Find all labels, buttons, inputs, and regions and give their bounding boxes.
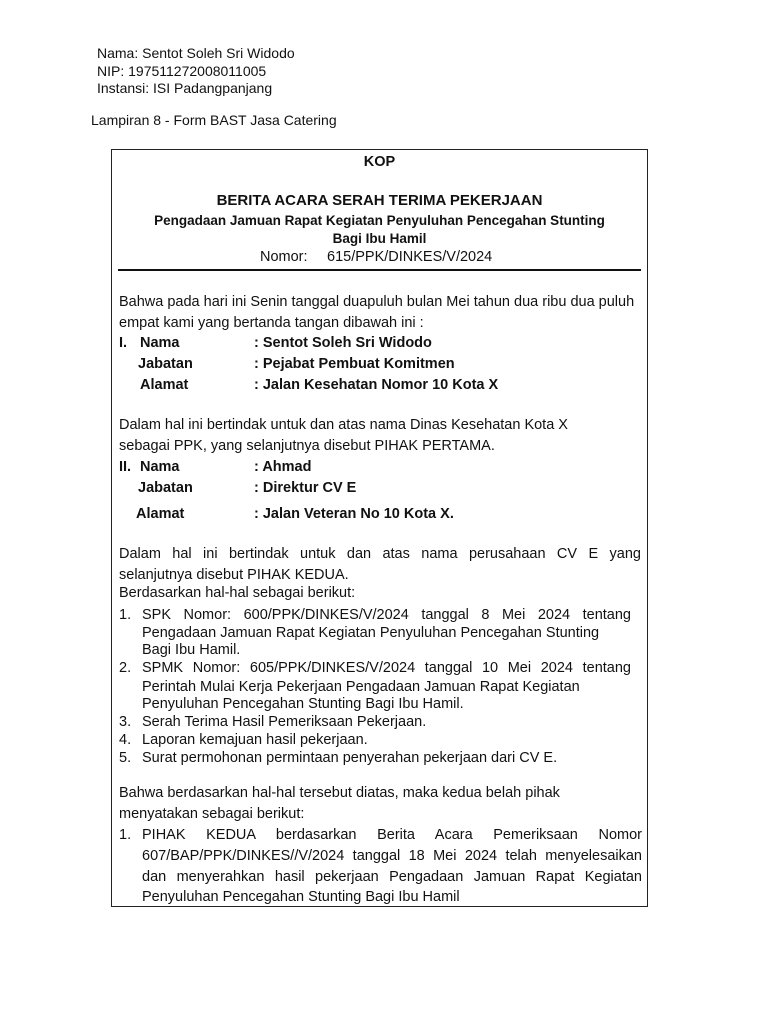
- party2-jabatan-value: : Direktur CV E: [254, 480, 357, 496]
- basis-intro: Berdasarkan hal-hal sebagai berikut:: [119, 585, 356, 601]
- closing-line2: menyatakan sebagai berikut:: [119, 806, 305, 822]
- basis-item-number: 4.: [119, 732, 132, 748]
- basis-item-line: Bagi Ibu Hamil.: [142, 642, 241, 658]
- party2-nama-label: Nama: [140, 459, 180, 475]
- basis-item-line: SPMK Nomor: 605/PPK/DINKES/V/2024 tanggal 10 Mei 2024 tentang: [142, 660, 631, 676]
- basis-item-line: Perintah Mulai Kerja Pekerjaan Pengadaan Jamuan Rapat Kegiatan: [142, 679, 580, 695]
- party1-desc-line2: sebagai PPK, yang selanjutnya disebut PIHAK PERTAMA.: [119, 438, 495, 454]
- party1-jabatan-label: Jabatan: [138, 356, 193, 372]
- basis-item-line: Serah Terima Hasil Pemeriksaan Pekerjaan.: [142, 714, 427, 730]
- statement-line: PIHAK KEDUA berdasarkan Berita Acara Pemeriksaan Nomor: [142, 827, 642, 843]
- author-institution: Instansi: ISI Padangpanjang: [97, 80, 273, 96]
- party1-nama-value: : Sentot Soleh Sri Widodo: [254, 335, 432, 351]
- basis-item-line: Pengadaan Jamuan Rapat Kegiatan Penyuluhan Pencegahan Stunting: [142, 625, 600, 641]
- statement-number: 1.: [119, 827, 132, 843]
- intro-line1: Bahwa pada hari ini Senin tanggal duapuluh bulan Mei tahun dua ribu dua puluh: [119, 294, 635, 310]
- party2-alamat-label: Alamat: [136, 506, 185, 522]
- basis-item-line: Laporan kemajuan hasil pekerjaan.: [142, 732, 368, 748]
- document-title: BERITA ACARA SERAH TERIMA PEKERJAAN: [216, 192, 543, 209]
- basis-item-line: Surat permohonan permintaan penyerahan pekerjaan dari CV E.: [142, 750, 558, 766]
- author-name: Nama: Sentot Soleh Sri Widodo: [97, 45, 295, 61]
- basis-item-number: 5.: [119, 750, 132, 766]
- party2-desc-line2: selanjutnya disebut PIHAK KEDUA.: [119, 567, 349, 583]
- basis-item-number: 3.: [119, 714, 132, 730]
- nomor-label: Nomor:: [260, 249, 308, 265]
- party1-desc-line1: Dalam hal ini bertindak untuk dan atas nama Dinas Kesehatan Kota X: [119, 417, 568, 433]
- basis-item-line: SPK Nomor: 600/PPK/DINKES/V/2024 tanggal 8 Mei 2024 tentang: [142, 607, 631, 623]
- basis-item-number: 1.: [119, 607, 132, 623]
- intro-line2: empat kami yang bertanda tangan dibawah ini :: [119, 315, 424, 331]
- basis-item-number: 2.: [119, 660, 132, 676]
- document-box: [111, 149, 648, 907]
- author-nip: NIP: 197511272008011005: [97, 63, 267, 79]
- party2-jabatan-label: Jabatan: [138, 480, 193, 496]
- nomor-value: 615/PPK/DINKES/V/2024: [327, 249, 493, 265]
- closing-line1: Bahwa berdasarkan hal-hal tersebut diatas, maka kedua belah pihak: [119, 785, 560, 801]
- statement-line: 607/BAP/PPK/DINKES//V/2024 tanggal 18 Mei 2024 telah menyelesaikan: [142, 848, 642, 864]
- document-subtitle-line1: Pengadaan Jamuan Rapat Kegiatan Penyuluhan Pencegahan Stunting: [154, 213, 605, 228]
- statement-line: Penyuluhan Pencegahan Stunting Bagi Ibu Hamil: [142, 889, 460, 905]
- statement-line: dan menyerahkan hasil pekerjaan Pengadaan Jamuan Rapat Kegiatan: [142, 869, 642, 885]
- party2-number: II.: [119, 459, 132, 475]
- party2-alamat-value: : Jalan Veteran No 10 Kota X.: [254, 506, 454, 522]
- party1-alamat-label: Alamat: [140, 377, 189, 393]
- party1-number: I.: [119, 335, 128, 351]
- party2-desc-line1: Dalam hal ini bertindak untuk dan atas nama perusahaan CV E yang: [119, 546, 641, 562]
- kop-label: KOP: [363, 154, 396, 170]
- header-divider: [118, 269, 641, 271]
- party2-nama-value: : Ahmad: [254, 459, 312, 475]
- party1-jabatan-value: : Pejabat Pembuat Komitmen: [254, 356, 455, 372]
- document-subtitle-line2: Bagi Ibu Hamil: [332, 231, 427, 246]
- party1-alamat-value: : Jalan Kesehatan Nomor 10 Kota X: [254, 377, 499, 393]
- party1-nama-label: Nama: [140, 335, 180, 351]
- attachment-label: Lampiran 8 - Form BAST Jasa Catering: [91, 112, 337, 128]
- basis-item-line: Penyuluhan Pencegahan Stunting Bagi Ibu Hamil.: [142, 696, 464, 712]
